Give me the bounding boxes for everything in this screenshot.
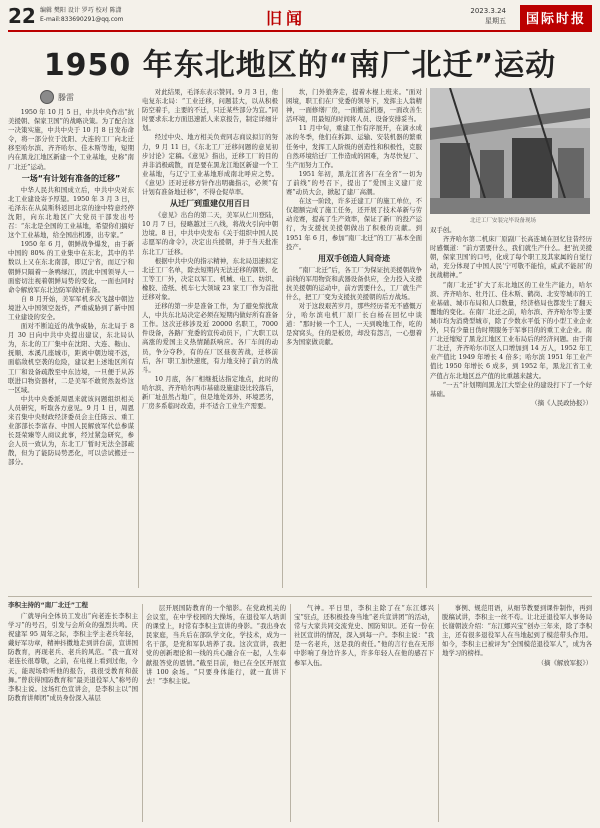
page-header <box>8 4 592 32</box>
paragraph: 1950 年 6 月，朝鲜战争爆发，由于新中国的 80% 的工业集中在东北，其中的半数以上又在东北南部，即辽宁省，而辽宁和朝鲜只隔着一条鸭绿江，因此中国领导人一面密切注视着朝鲜局势的变化，一面也同时命令解放军东北边防军做好准备。 <box>8 240 134 294</box>
lower-column-4 <box>442 604 592 822</box>
article-headline: 1950 年东北地区的“南厂北迁”运动 <box>43 48 557 83</box>
editor-line: 编辑 樊阳 设计 罗巧 校对 陈潇 <box>40 7 122 14</box>
paragraph: 11 月中旬，重建工作有序展开，在滴水成冰的冬季，他们在拆卸、运输、安装机器的繁重任务中，发挥工人阶级的创造性和积极性，克服自然环境给迁厂工作造成的困难，为尽快复厂、生产而努力工作。 <box>286 124 422 169</box>
factory-photo <box>430 88 590 214</box>
paragraph: 迁移的第一步是准备工作，为了避免惊扰敌人，中共东北局决定必须在短期内做好所有准备工作。这次迁移涉及近 20000 名职工，7000 件设备，各路厂党委的宣传动员下，广大职工以高涨的爱国主义热情踊跃响应。各厂车间的动员，争分夺秒，有的在厂区昼夜苦战，迁移前后，各厂职工加快速度，有力地支持了前方的战斗。 <box>142 302 278 374</box>
section-title: 旧闻 <box>266 9 307 28</box>
masthead-logo: 国际时报 <box>520 5 592 30</box>
lower-story-title: 李积主持的“南厂北迁”工程 <box>8 601 89 609</box>
author-name: 滕雷 <box>58 92 74 102</box>
column-divider <box>290 604 291 822</box>
page-number: 22 <box>8 4 36 28</box>
source-credit: （摘《解放军报》） <box>537 658 592 667</box>
paragraph: 1951 年初，黑龙江省各厂在全省“一切为了前线”的号召下，提出了“爱国主义建厂竞赛”动员大会，掀起了建厂高潮。 <box>286 169 422 197</box>
column-divider <box>438 604 439 822</box>
subheading: 用双手创造人间奇迹 <box>318 253 390 263</box>
paragraph: 自 8 月开始，美军军机多次飞越中朝边境进入中国领空轰炸，严重威胁到了新中国工业建设的安全。 <box>8 294 134 321</box>
paragraph: 中华人民共和国成立后，中共中央对东北工业建设寄予厚望。1950 年 3 月 3 日，毛泽东在从莫斯科返回北京的途中特意经停沈阳，向东北地区广大党员干部发出号召：“东北是全国的工业基地，希望你们搞好这个工业基地，给全国出机器，出专家。” <box>8 185 134 240</box>
weekday-text: 星期五 <box>485 17 506 25</box>
lower-column-3 <box>294 604 434 822</box>
editor-info <box>40 6 200 24</box>
article-column-2 <box>142 88 278 588</box>
email-line: E-mail:833690291@qq.com <box>40 16 124 23</box>
paragraph: “南厂北迁”扩大了东北地区的工业生产能力，哈尔滨、齐齐哈尔、牡丹江、佳木斯、鹤岗、北安等城市的工业基础、城市布局和人口数量，经济格局也都发生了翻天覆地的变化。在南厂北迁之前，哈尔滨、齐齐哈尔等主要城市均为消费型城市，除了少数水平低下的小型工业企业外，只有少量日伪时期服务于军事目的的重工业企业。南厂北迁缩短了黑龙江地区工业布局后的经济问题。由于南厂北迁，齐齐哈尔市区人口增加到 14 万人，1952 年工业产值比 1949 年增长 4 倍多；哈尔滨 1951 年工业产值比 1950 年增长 6 成多，到 1952 年，黑龙江省工业产值占东北地区总产值的比重越来越大。 <box>430 280 592 380</box>
paragraph: 坎，门外狼奔走，提着木棍上班来。“面对困境，职工们在厂党委的领导下，发挥主人翁精神，一面修缮厂房，一面搬运机器，一面改善生活环境，用最短的时间将人员、设备安排妥当。 <box>286 88 422 124</box>
subheading: 从迁厂到重建仅用百日 <box>170 199 250 209</box>
factory-photo-image <box>430 88 590 214</box>
paragraph: 《意见》出台的第二天，美军从仁川登陆，10 月 7 日，侵略越过三八线，将战火引向中朝边境。8 日，中共中央发布《关于组织中国人民志愿军的命令》，决定出兵援朝，并于当天批准东北工厂迁移。 <box>142 211 278 256</box>
column-divider <box>138 108 139 588</box>
date-text: 2023.3.24 <box>470 7 506 15</box>
paragraph: 广就导向全体员工发出“向老连长李积主学习”的号召，引发与会所众的强烈共鸣。庆祝建军 95 周年之际，李积主学主老兵年轻，戴好军功章，精神抖擞地走到讲台前，宣讲国防教育，再现老兵、老兵的风范。“我一直对老连长很尊敬，之前，在电视上看到过他，今天，能现场聆听他的报告，我很受教育和鼓舞。”曾获得国防教育和“最美退役军人”称号的李积主说。这场红色宣讲会，是李积主以“国防教育讲师团”成员身份深入基层 <box>8 612 138 702</box>
byline <box>40 90 74 104</box>
paragraph: 中共中央委派周恩来就该问题组织相关人员研究，听取各方意见。9 月 1 日，周恩来召集中央财政经济委员会主任陈云、重工业部部长李富春、中国人民解放军代总参谋长聂荣臻等人商议此事，经过紧急研究，参会人员一致认为，东北工厂暂时无法全部疏散，但为了能防局势恶化，可以尝试搬迁一部分。 <box>8 394 134 467</box>
paragraph: 对于这段艰苦岁月，那些经历者无不感慨万分，哈尔滨电机厂原厂长白杨在回忆中谈道：“那时候一个工人，一天到晚地工作，吃的是窝窝头，住的是板房，却没有怨言，一心想着多为国家做贡献。 <box>286 302 422 347</box>
author-avatar-icon <box>40 90 54 104</box>
paragraph: “南厂北迁”后，各工厂为保证抗美援朝战争前线的军用物资和武器设备供应，全力投入支援抗美援朝的运动中，前方需要什么，工厂就生产什么，把工厂变为支援抗美援朝的后方战场。 <box>286 265 422 301</box>
column-divider <box>142 604 143 822</box>
subheading: 一场“有计划有准备的迁移” <box>21 173 121 183</box>
lower-column-1 <box>8 612 138 822</box>
column-divider <box>282 88 283 588</box>
article-column-3 <box>286 88 422 588</box>
paragraph: 面对不断迫近的战争威胁，东北局于 8 月 30 日向中共中央提出建议，东北局认为，东北的工厂集中在沈阳、大连、鞍山、抚顺、本溪几座城市，距离中朝边境不远，面临敌机空袭的危险，建议把上述地区所有工厂和设备疏散至中东边境，一旦便于从苏联进口物资器材，二是美军不敢贸然轰炸这一区域。 <box>8 322 134 394</box>
paragraph: 10 月底，各厂相继抵达指定地点，此时的哈尔滨、齐齐哈尔两市基础设施建设比较落后，新厂址虽然占地广，但是地处郊外、环境恶劣，厂房多系临时改造，并不适合工业生产需要。 <box>142 374 278 411</box>
photo-caption: 北迁工厂安装完毕设备现场 <box>470 218 537 224</box>
source-credit: （摘《人民政协报》） <box>531 398 592 407</box>
paragraph: 经过中央、地方相关负责同志商议拟订的努力，9 月 11 日，《东北工厂迁移问题的意见初步讨论》定稿。《意见》指出，迁移工厂的目的并非消极疏散，而是要在黑龙江地区新建一个工业基地，与辽宁工业基地形成南北呼应之势。《意见》还对迁移方针作出明确指示，必须“有计划有准备地迁移”，不得仓促草率。 <box>142 133 278 197</box>
paragraph: “一五”计划期间黑龙江大型企业的建设打下了一个好基础。 <box>430 380 592 398</box>
paragraph: 在这一阶段，许多迁建工厂的施工单位，不仅超额完成了施工任务，还开展了技术革新与劳动竞赛，提高了生产效率，保证了新厂的投产运行，为支援抗美援朝做出了积极的贡献。到 1951 年 6 月，参加“南厂北迁”的工厂基本全面投产。 <box>286 197 422 251</box>
paragraph: 根据中共中央的指示精神，东北局迅速拟定北迁工厂名单，除去短期内无法迁移的钢铁、化工等工厂外，决定以军工、机械、电工、纺织、橡胶、造纸、机车七大领域 23 家工厂作为首批迁移对象。 <box>142 256 278 301</box>
lower-column-2 <box>146 604 286 822</box>
paragraph: 齐齐哈尔第二机床厂原副厂长高连城在回忆往昔经历时感慨道：“前方需要什么，我们就生产什么。把‘抗美援朝，保家卫国’的口号，化成了每个职工及其家属的自觉行动，充分体现了中国人民‘宁可敬不能怕，威武不能屈’的抗战精神。” <box>430 235 592 280</box>
issue-date <box>458 6 506 26</box>
paragraph: 气神。平日里，李积主除了在“东江娜兴宝”驻点，还积极投身当地“老兵宣讲团”的活动，常与大家共同交流党史、国防知识。还有一份在社区宣讲的情况，深入到每一户。李积主说：“我是一名老兵，这是我的责任。”他的言行也在无形中影响了身边许多人，许多年轻人在他的感召下参军入伍。 <box>294 604 434 667</box>
story-divider <box>8 596 592 597</box>
paragraph: 双手创。 <box>430 226 456 234</box>
paragraph: 1950 年 10 月 5 日，中共中央作出“抗美援朝、保家卫国”的战略决策。为了配合这一决策实施，中共中央于 10 月 8 日发布命令，将一部分位于沈阳、大连的工厂向北迁移至哈尔滨、齐齐哈尔、佳木斯等地，短期内在黑龙江地区新建一个工业基地，史称“南厂北迁”运动。 <box>8 108 134 171</box>
article-column-4 <box>430 226 592 588</box>
paragraph: 事例、规范用语，从细节教要到课件制作，再到脱稿试讲，李积主一丝不苟。让北迁退役军人事务局长谢朝波介绍：“东江娜兴宝”创办三年来，除了李积主，还有很多退役军人在当地起到了模范带头作用。如今，李积主已被评为“全国模范退役军人”，成为各地学习的榜样。 <box>442 604 592 658</box>
column-divider <box>426 88 427 588</box>
article-column-1 <box>8 108 134 588</box>
paragraph: 层开展国防教育的一个缩影。在党政机关的会议室，在中学校园的大操场，在退役军人培训的课堂上，时常有李积主宣讲的身影。“我出身农民家庭，当兵后在部队学文化，学技术，成为一名干部，是党和军队培养了我。这次宣讲，我把党的创新理论和一线的兵心融合在一起，人生奉献报答党的恩情。”截至目前，他已在全区开展宣讲 100 余场。“只要身体能行，就一直讲下去！”李积主说。 <box>146 604 286 685</box>
paragraph: 对此结果，毛泽东表示赞同。9 月 3 日，他电复东北局：“工业迁移，问题甚大，以从积极防空着手，主要的不迁，只迁某些部分为宜。”同时要求东北方面迅速派人来京报告，制定详细计划。 <box>142 88 278 133</box>
